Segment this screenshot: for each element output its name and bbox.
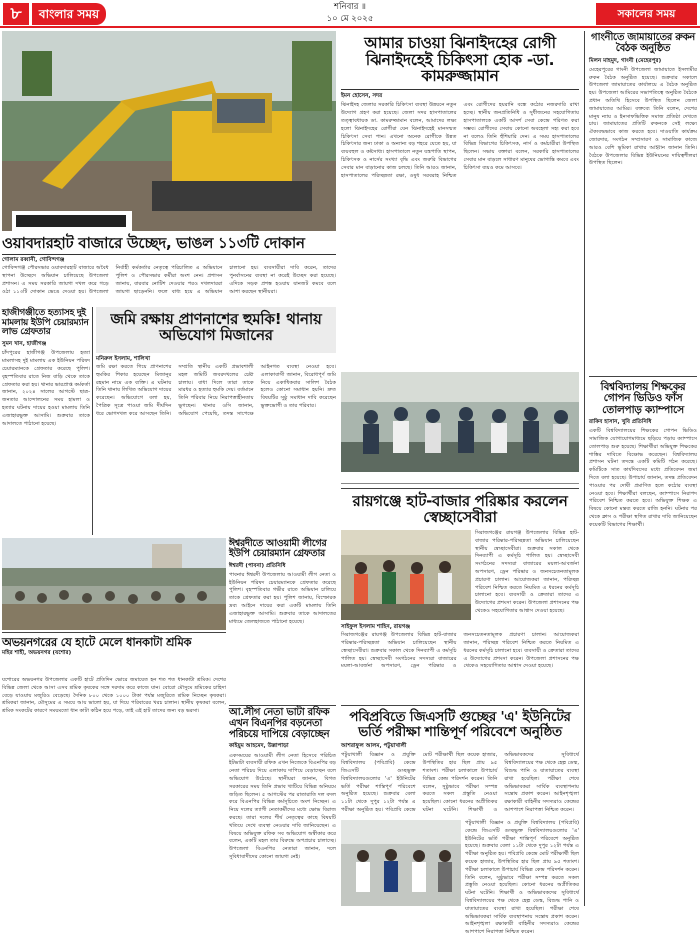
headline-hajiganj: হাজীগঞ্জীতে হত্যাসহ দুই মামলায় ইউপি চেয়ারম্যান লাভ গ্রেফতার	[2, 308, 89, 338]
article-ishwardi	[229, 538, 336, 718]
cleaning-photo	[341, 530, 471, 620]
byline-ovoynagar: মহির শাহী, অভয়নগর (যশোর)	[2, 650, 72, 657]
byline-hajiganj: সুমন খান, হাজীগঞ্জ	[2, 341, 47, 348]
dateline	[270, 1, 430, 27]
byline-rayganj: সাইফুল ইসলাম শাহিন, রায়গঞ্জ	[341, 624, 411, 630]
body-ishwardi: পাবনার ঈশ্বরদী উপজেলায় আওয়ামী লীগ নেতা ও ইউনিয়ন পরিষদ চেয়ারম্যানকে গ্রেফতার করেছে পুলিশ। বৃহস্পতিবার গভীর রাতে অভিযান চালিয়ে তাকে গ্রেফতার করা হয়। পুলিশ জানায়, বিস্ফোরক দ্রব্য আইনে দায়ের করা একটি মামলায় তিনি এজাহারভুক্ত আসামি। শুক্রবার তাকে আদালতের মাধ্যমে জেলহাজতে পাঠানো হয়েছে।	[229, 571, 336, 625]
body-kamruzzaman: ঝিনাইদহ জেলার সরকারি চিকিৎসা ব্যবস্থা উন্নয়নে নতুন উদ্যোগ গ্রহণ করা হয়েছে। জেলা সদর হাসপাতালের তত্ত্বাবধায়ক ডা. কামরুজ্জামান বলেন, আমাদের লক্ষ্য হলো ঝিনাইদহের রোগীরা যেন ঝিনাইদহেই মানসম্মত চিকিৎসা সেবা পান। এখনো অনেক রোগীকে উন্নত চিকিৎসার জন্য ঢাকা ও অন্যান্য বড় শহরে যেতে হয়, যা ব্যয়বহুল ও কষ্টসাধ্য। হাসপাতালে নতুন যন্ত্রপাতি স্থাপন, চিকিৎসক ও নার্সের সংখ্যা বৃদ্ধি এবং জরুরি বিভাগের সেবার মান বাড়ানোর কাজ চলছে। তিনি আরও জানান, হাসপাতালের পরিচ্ছন্নতা রক্ষা, ওষুধ সরবরাহ নিশ্চিত এবং রোগীদের হয়রানি বন্ধে কঠোর নজরদারি রাখা হচ্ছে। স্থানীয় জনপ্রতিনিধি ও সুধীজনের সহযোগিতায় হাসপাতালকে একটি আদর্শ সেবা কেন্দ্রে পরিণত করা সম্ভব। রোগীদের সেবায় কোনো অবহেলা সহ্য করা হবে না বলেও তিনি হুঁশিয়ারি দেন। এ সময় হাসপাতালের বিভিন্ন বিভাগের চিকিৎসক, নার্স ও কর্মচারীরা উপস্থিত ছিলেন। সভায় বক্তারা বলেন, সরকারি হাসপাতালের সেবার মান বাড়লে সাধারণ মানুষের ভোগান্তি কমবে এবং চিকিৎসা ব্যয়ও কমে আসবে।	[341, 102, 579, 179]
body-hajiganj: চাঁদপুরের হাজীগঞ্জ উপজেলায় হত্যা মামলাসহ দুই মামলায় এক ইউনিয়ন পরিষদ চেয়ারম্যানকে গ্রেফতার করেছে পুলিশ। বৃহস্পতিবার রাতে নিজ বাড়ি থেকে তাকে গ্রেফতার করা হয়। থানার ভারপ্রাপ্ত কর্মকর্তা জানান, ২০২৪ সালের আগস্টে ছাত্র-জনতার আন্দোলনের সময় হামলা ও হত্যার ঘটনায় দায়ের হওয়া মামলায় তিনি এজাহারভুক্ত আসামি। শুক্রবার তাকে আদালতে পাঠানো হয়েছে।	[2, 350, 90, 427]
headline-jamaat: গাংনীতে জামায়াতের রুকন বৈঠক অনুষ্ঠিত	[591, 32, 695, 54]
newspaper-logo-text: সকালের সময়	[617, 8, 676, 20]
cleaning-illustration	[341, 530, 471, 620]
headline-gst: পবিপ্রবিতে জিএসটি গুচ্ছের 'এ' ইউনিটের ভর্তি পরীক্ষা শান্তিপূর্ণ পরিবেশে অনুষ্ঠিত	[349, 709, 571, 740]
exam-illustration	[341, 820, 461, 906]
excavator-photo	[2, 31, 336, 231]
headline-jomi: জমি রক্ষায় প্রাণনাশের হুমকি! থানায় অভিযোগ মিজানের	[110, 310, 322, 345]
ovoynagar-body	[2, 677, 226, 907]
headline-ovoynagar: অভয়নগরের যে হাটে মেলে ধানকাটা শ্রমিক	[2, 635, 192, 649]
body-ovoynagar: যশোরের অভয়নগর উপজেলার একটি হাটে প্রতিদিন ভোরে জমায়েত হন শত শত ধানকাটা শ্রমিক। দেশের বিভিন্ন জেলা থেকে আসা এসব শ্রমিক কৃষকের সঙ্গে দরদাম করে কাজে যান। বোরো মৌসুমে শ্রমিকের চাহিদা বেড়ে যাওয়ায় মজুরিও বেড়েছে। দৈনিক ৮০০ থেকে ১০০০ টাকা পর্যন্ত মজুরিতে শ্রমিক নিচ্ছেন কৃষকরা। শ্রমিকরা জানান, মৌসুমের এ সময়ে আয় ভালো হয়, যা দিয়ে পরিবারের খরচ চালান। স্থানীয় কৃষকরা বলেন, শ্রমিক সংকটের কারণে সময়মতো ধান কাটা কঠিন হয়ে পড়ে, তাই এই হাট তাদের জন্য বড় ভরসা।	[2, 677, 226, 715]
day-label: শনিবার ॥	[334, 2, 366, 12]
body-gst: পটুয়াখালী বিজ্ঞান ও প্রযুক্তি বিশ্ববিদ্যালয় (পবিপ্রবি) কেন্দ্রে জিএসটি গুচ্ছভুক্ত বিশ্ববিদ্যালয়গুলোর 'এ' ইউনিটের ভর্তি পরীক্ষা শান্তিপূর্ণ পরিবেশে অনুষ্ঠিত হয়েছে। শুক্রবার বেলা ১১টা থেকে দুপুর ১২টা পর্যন্ত এ পরীক্ষা অনুষ্ঠিত হয়। পবিপ্রবি কেন্দ্রে মোট পরীক্ষার্থী ছিল কয়েক হাজার, উপস্থিতির হার ছিল প্রায় ৯৫ শতাংশ। পরীক্ষা চলাকালে উপাচার্য বিভিন্ন কেন্দ্র পরিদর্শন করেন। তিনি বলেন, সুষ্ঠুভাবে পরীক্ষা সম্পন্ন করতে সকল প্রস্তুতি নেওয়া হয়েছিল। কোনো ধরনের অপ্রীতিকর ঘটনা ঘটেনি। শিক্ষার্থী ও অভিভাবকদের সুবিধার্থে বিশ্ববিদ্যালয়ের পক্ষ থেকে হেল্প ডেস্ক, বিশুদ্ধ পানি ও যাতায়াতের ব্যবস্থা রাখা হয়েছিল। পরীক্ষা শেষে অভিভাবকরা সার্বিক ব্যবস্থাপনায় সন্তোষ প্রকাশ করেন। আইনশৃঙ্খলা রক্ষাকারী বাহিনীর সদস্যরাও কেন্দ্রের আশপাশে নিরাপত্তা নিশ্চিত করেন।	[341, 752, 579, 813]
body-rayganj: সিরাজগঞ্জের রায়গঞ্জ উপজেলার বিভিন্ন হাট-বাজার পরিষ্কার-পরিচ্ছন্নতা অভিযান চালিয়েছেন স্থানীয় স্বেচ্ছাসেবীরা। শুক্রবার সকাল থেকে দিনব্যাপী এ কর্মসূচি পালিত হয়। স্বেচ্ছাসেবী সংগঠনের সদস্যরা বাজারের ময়লা-আবর্জনা অপসারণ, ড্রেন পরিষ্কার ও জনসচেতনতামূলক প্রচারণা চালান। আয়োজকরা জানান, পরিচ্ছন্ন পরিবেশ নিশ্চিত করতে নিয়মিত এ ধরনের কর্মসূচি চালানো হবে। ব্যবসায়ী ও ক্রেতারা তাদের এ উদ্যোগের প্রশংসা করেন। উপজেলা প্রশাসনের পক্ষ থেকেও সহযোগিতার আশ্বাস দেওয়া হয়েছে।	[341, 632, 579, 670]
headline-rayganj: রায়গঞ্জে হাট-বাজার পরিষ্কার করলেন স্বেচ্ছাসেবীরা	[352, 492, 568, 527]
page-number	[3, 3, 29, 25]
byline-ishwardi: ঈশ্বরদী (পাবনা) প্রতিনিধি	[229, 562, 286, 569]
byline-university: রাকিব হাসান, খুবি প্রতিনিধি	[589, 418, 652, 425]
rayganj-sidebody	[475, 530, 579, 620]
date-label: ১০ মে ২০২৫	[326, 14, 374, 24]
headline-university: বিশ্ববিদ্যালয় শিক্ষকের গোপন ভিডিও ফাঁস তোলপাড় ক্যাম্পাসে	[600, 381, 686, 416]
exam-photo	[341, 820, 461, 906]
byline-rafiq: কাইয়ুম আহমেদ, উল্লাপাড়া	[229, 743, 289, 750]
gst-side	[465, 820, 579, 936]
section-name-text: বাংলার সময়	[38, 7, 100, 21]
byline-kamruzzaman: ইমন হোসেন, সদর	[341, 93, 383, 100]
headline-kamruzzaman: আমার চাওয়া ঝিনাইদহের রোগী ঝিনাইদহেই চিকিৎসা হোক -ডা. কামরুজ্জামান	[341, 31, 579, 90]
article-university	[589, 380, 697, 906]
market-photo	[2, 538, 226, 630]
market-illustration	[2, 538, 226, 630]
byline-wapda: গোলাম রব্বানী, গোবিন্দগঞ্জ	[2, 257, 65, 264]
headline-rafiq: আ.লীগ নেতা ভাটা রফিক এখন বিএনপির বড়নেতা পরিচয়ে দাপিয়ে বেড়াচ্ছেন	[229, 707, 330, 740]
rally-photo	[341, 372, 579, 472]
body-jamaat: মেহেরপুরের গাংনী উপজেলা জামায়াতে ইসলামীর রুকন বৈঠক অনুষ্ঠিত হয়েছে। শুক্রবার সকালে উপজেলা জামায়াতের কার্যালয়ে এ বৈঠক অনুষ্ঠিত হয়। উপজেলা আমিরের সভাপতিত্বে অনুষ্ঠিত বৈঠকে প্রধান অতিথি হিসেবে উপস্থিত ছিলেন জেলা জামায়াতের আমির। বক্তব্যে তিনি বলেন, দেশের মানুষ ন্যায় ও ইনসাফভিত্তিক সমাজ প্রতিষ্ঠা দেখতে চায়। জামায়াতের প্রতিটি রুকনকে সেই লক্ষ্যে ঐক্যবদ্ধভাবে কাজ করতে হবে। দাওয়াতি কার্যক্রম জোরদার, সংগঠন সম্প্রসারণ ও সামাজিক কাজে আরও বেশি ভূমিকা রাখার আহ্বান জানান তিনি। বৈঠকে উপজেলার বিভিন্ন ইউনিয়নের দায়িত্বশীলরা উপস্থিত ছিলেন।	[589, 66, 697, 167]
body-gst-side: পটুয়াখালী বিজ্ঞান ও প্রযুক্তি বিশ্ববিদ্যালয় (পবিপ্রবি) কেন্দ্রে জিএসটি গুচ্ছভুক্ত বিশ্ববিদ্যালয়গুলোর 'এ' ইউনিটের ভর্তি পরীক্ষা শান্তিপূর্ণ পরিবেশে অনুষ্ঠিত হয়েছে। শুক্রবার বেলা ১১টা থেকে দুপুর ১২টা পর্যন্ত এ পরীক্ষা অনুষ্ঠিত হয়। পবিপ্রবি কেন্দ্রে মোট পরীক্ষার্থী ছিল কয়েক হাজার, উপস্থিতির হার ছিল প্রায় ৯৫ শতাংশ। পরীক্ষা চলাকালে উপাচার্য বিভিন্ন কেন্দ্র পরিদর্শন করেন। তিনি বলেন, সুষ্ঠুভাবে পরীক্ষা সম্পন্ন করতে সকল প্রস্তুতি নেওয়া হয়েছিল। কোনো ধরনের অপ্রীতিকর ঘটনা ঘটেনি। শিক্ষার্থী ও অভিভাবকদের সুবিধার্থে বিশ্ববিদ্যালয়ের পক্ষ থেকে হেল্প ডেস্ক, বিশুদ্ধ পানি ও যাতায়াতের ব্যবস্থা রাখা হয়েছিল। পরীক্ষা শেষে অভিভাবকরা সার্বিক ব্যবস্থাপনায় সন্তোষ প্রকাশ করেন। আইনশৃঙ্খলা রক্ষাকারী বাহিনীর সদস্যরাও কেন্দ্রের আশপাশে নিরাপত্তা নিশ্চিত করেন।	[465, 820, 579, 936]
headline-wapda: ওয়াবদারহাট বাজারে উচ্ছেদ, ভাঙল ১১৩টি দোকান	[2, 233, 336, 255]
article-rafiq	[229, 707, 336, 907]
body-rayganj-side: সিরাজগঞ্জের রায়গঞ্জ উপজেলার বিভিন্ন হাট-বাজার পরিষ্কার-পরিচ্ছন্নতা অভিযান চালিয়েছেন স্থানীয় স্বেচ্ছাসেবীরা। শুক্রবার সকাল থেকে দিনব্যাপী এ কর্মসূচি পালিত হয়। স্বেচ্ছাসেবী সংগঠনের সদস্যরা বাজারের ময়লা-আবর্জনা অপসারণ, ড্রেন পরিষ্কার ও জনসচেতনতামূলক প্রচারণা চালান। আয়োজকরা জানান, পরিচ্ছন্ন পরিবেশ নিশ্চিত করতে নিয়মিত এ ধরনের কর্মসূচি চালানো হবে। ব্যবসায়ী ও ক্রেতারা তাদের এ উদ্যোগের প্রশংসা করেন। উপজেলা প্রশাসনের পক্ষ থেকেও সহযোগিতার আশ্বাস দেওয়া হয়েছে।	[475, 530, 579, 614]
body-wapda: গোবিন্দগঞ্জ পৌরসভার ওয়াবদারহাট বাজারে অবৈধ স্থাপনা উচ্ছেদে অভিযান চালিয়েছে উপজেলা প্রশাসন। এ সময় সরকারি জায়গা দখল করে গড়ে ওঠা ১১৩টি দোকান ভেঙে দেওয়া হয়। উপজেলা নির্বাহী কর্মকর্তার নেতৃত্বে পরিচালিত এ অভিযানে পুলিশ ও পৌরসভার কর্মীরা অংশ নেন। প্রশাসন জানায়, বারবার নোটিশ দেওয়ার পরও দখলদাররা জায়গা ছাড়েননি। ফলে বাধ্য হয়ে এ অভিযান চালানো হয়। ব্যবসায়ীরা দাবি করেন, তাদের পুনর্বাসনের ব্যবস্থা না করেই উচ্ছেদ করা হয়েছে। এদিকে সড়ক প্রশস্ত হওয়ায় যানজট কমবে বলে আশা করছেন স্থানীয়রা।	[2, 265, 336, 295]
article-rayganj-body	[341, 624, 579, 702]
page-number-text: ৮	[10, 4, 22, 24]
headline-ishwardi: ঈশ্বরদীতে আওয়ামী লীগের ইউপি চেয়ারম্যান গ্রেফতার	[229, 538, 327, 560]
photo-caption-rally	[341, 474, 579, 484]
body-rafiq: একসময়ের আওয়ামী লীগ নেতা হিসেবে পরিচিত ইটভাটা ব্যবসায়ী রফিক এখন নিজেকে বিএনপির বড় নেতা পরিচয় দিয়ে এলাকায় দাপিয়ে বেড়াচ্ছেন বলে অভিযোগ উঠেছে। স্থানীয়রা জানান, বিগত সরকারের সময় তিনি প্রভাব খাটিয়ে বিভিন্ন অনিয়মে জড়িত ছিলেন। ৫ আগস্টের পর রাতারাতি দল বদল করে বিএনপির বিভিন্ন কর্মসূচিতে অংশ নিচ্ছেন। এ নিয়ে দলের ত্যাগী নেতাকর্মীদের মধ্যে ক্ষোভ বিরাজ করছে। তারা দলের শীর্ষ নেতৃত্বের কাছে বিষয়টি খতিয়ে দেখে ব্যবস্থা নেওয়ার দাবি জানিয়েছেন। এ বিষয়ে অভিযুক্ত রফিক সব অভিযোগ অস্বীকার করে বলেন, একটি মহল তার বিরুদ্ধে অপপ্রচার চালাচ্ছে। উপজেলা বিএনপির নেতারা জানান, দলে সুবিধাবাদীদের কোনো জায়গা নেই।	[229, 752, 336, 861]
article-hajiganj	[2, 307, 90, 535]
newspaper-logo	[596, 3, 697, 25]
article-jomi	[96, 307, 336, 535]
body-university: একটি বিশ্ববিদ্যালয়ের শিক্ষকের গোপন ভিডিও সামাজিক যোগাযোগমাধ্যমে ছড়িয়ে পড়ায় ক্যাম্পাসে তোলপাড় শুরু হয়েছে। শিক্ষার্থীরা অভিযুক্ত শিক্ষকের শাস্তির দাবিতে বিক্ষোভ করেছেন। বিশ্ববিদ্যালয় প্রশাসন ঘটনা তদন্তে একটি কমিটি গঠন করেছে। কমিটিকে সাত কার্যদিবসের মধ্যে প্রতিবেদন জমা দিতে বলা হয়েছে। উপাচার্য জানান, তদন্ত প্রতিবেদন পাওয়ার পর দোষী প্রমাণিত হলে কঠোর ব্যবস্থা নেওয়া হবে। শিক্ষার্থীরা বলছেন, ক্যাম্পাসে নিরাপদ পরিবেশ নিশ্চিত করতে হবে। অভিযুক্ত শিক্ষক এ বিষয়ে কোনো মন্তব্য করতে রাজি হননি। ঘটনার পর থেকে ক্লাস ও পরীক্ষা স্থগিত রাখার দাবি জানিয়েছেন কয়েকটি বিভাগের শিক্ষার্থী।	[589, 428, 697, 528]
headline-box-jomi	[96, 307, 336, 353]
article-wapda	[2, 233, 336, 305]
rally-illustration	[341, 372, 579, 472]
header-bar	[0, 0, 700, 28]
article-jamaat	[589, 31, 697, 381]
byline-jamaat: মিলন মাহমুদ, গাংনী (মেহেরপুর)	[589, 57, 662, 64]
byline-jomi: মনিরুল ইসলাম, শালিখা	[96, 356, 151, 362]
article-ovoynagar	[2, 632, 226, 678]
section-name	[32, 3, 106, 25]
excavator-illustration	[2, 31, 336, 231]
byline-gst: আশরাফুল আলম, পটুয়াখালী	[341, 743, 407, 750]
body-jomi: জমি রক্ষা করতে গিয়ে প্রাণনাশের হুমকির শিকার হয়েছেন মিজানুর রহমান নামে এক ব্যক্তি। এ ঘটনায় তিনি থানায় লিখিত অভিযোগ দায়ের করেছেন। অভিযোগে বলা হয়, পৈত্রিক সূত্রে পাওয়া জমি দীর্ঘদিন ধরে ভোগদখল করে আসছেন তিনি। সম্প্রতি স্থানীয় একটি প্রভাবশালী মহল জমিটি জবরদখলের চেষ্টা চালায়। বাধা দিলে তারা তাকে মারধর ও হত্যার হুমকি দেয়। বর্তমানে তিনি পরিবার নিয়ে নিরাপত্তাহীনতায় ভুগছেন। থানার ওসি জানান, অভিযোগ পেয়েছি, তদন্ত সাপেক্ষে আইনগত ব্যবস্থা নেওয়া হবে। এলাকাবাসী জানান, বিরোধপূর্ণ জমি নিয়ে একাধিকবার সালিশ বৈঠক হলেও কোনো সমাধান হয়নি। দ্রুত বিষয়টির সুষ্ঠু সমাধান দাবি করেছেন ভুক্তভোগী ও তার পরিবার।	[96, 364, 336, 417]
